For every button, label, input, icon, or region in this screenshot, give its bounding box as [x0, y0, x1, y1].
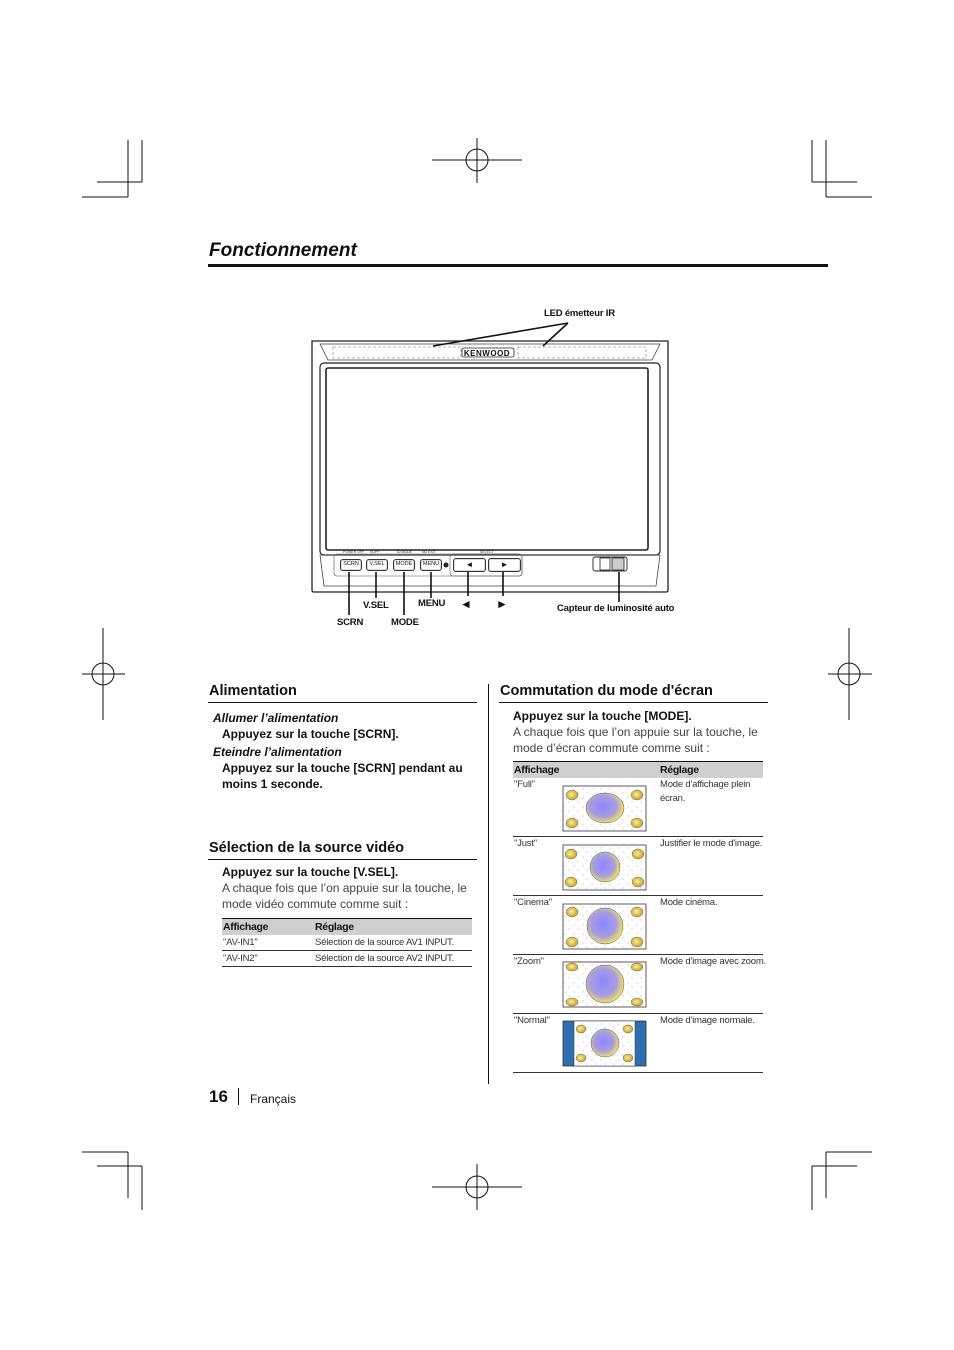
thumb-normal	[563, 1021, 646, 1066]
screen-mode-heading: Commutation du mode d'écran	[500, 683, 713, 699]
callout-left-arrow: ◄	[460, 597, 472, 611]
indicator-supp: SUPP	[370, 550, 380, 554]
thumb-just	[563, 845, 646, 890]
source-row-rule	[222, 950, 472, 951]
source-row1-setting: Sélection de la source AV1 INPUT.	[315, 937, 454, 948]
mode-full-display: "Full"	[514, 779, 535, 790]
power-on-text: Appuyez sur la touche [SCRN].	[222, 727, 399, 741]
source-heading: Sélection de la source vidéo	[209, 840, 405, 856]
power-off-text-2: moins 1 seconde.	[222, 777, 323, 791]
source-th-display: Affichage	[223, 921, 269, 933]
left-arrow-button[interactable]: ◄	[453, 558, 486, 572]
select-label: SELECT	[480, 550, 494, 554]
scrn-button[interactable]: SCRN	[340, 559, 362, 571]
page-number-separator	[238, 1088, 239, 1105]
callout-sensor: Capteur de luminosité auto	[557, 603, 675, 614]
screen-mode-th-setting: Réglage	[660, 764, 699, 776]
mode-just-setting: Justifier le mode d'image.	[660, 838, 763, 849]
callout-right-arrow: ►	[496, 597, 508, 611]
language-label: Français	[250, 1092, 297, 1106]
source-desc-2: mode vidéo commute comme suit :	[222, 897, 409, 911]
source-row1-display: "AV-IN1"	[223, 937, 258, 948]
power-off-title: Eteindre l’alimentation	[213, 745, 342, 759]
vsel-button[interactable]: V.SEL	[366, 559, 388, 571]
brand-logo: KENWOOD	[463, 349, 511, 358]
right-arrow-button[interactable]: ►	[488, 558, 521, 572]
thumb-cinema	[563, 904, 646, 949]
callout-menu: MENU	[418, 598, 446, 609]
source-desc-1: A chaque fois que l’on appuie sur la touche, le	[222, 881, 467, 895]
mode-zoom-display: "Zoom"	[514, 956, 544, 967]
thumb-zoom	[563, 962, 646, 1007]
source-th-setting: Réglage	[315, 921, 354, 933]
callout-scrn: SCRN	[337, 617, 364, 628]
mode-cinema-setting: Mode cinéma.	[660, 897, 718, 908]
mode-full-setting-2: écran.	[660, 793, 686, 804]
mode-cinema-display: "Cinema"	[514, 897, 552, 908]
screen-mode-th-display: Affichage	[514, 764, 560, 776]
screen-mode-desc-2: mode d’écran commute comme suit :	[513, 741, 710, 755]
source-rule	[208, 859, 477, 860]
source-row-rule	[222, 966, 472, 967]
mode-full-setting-1: Mode d'affichage plein	[660, 779, 751, 790]
indicator-id-mode: ID MODE	[397, 550, 412, 554]
mode-button[interactable]: MODE	[393, 559, 415, 571]
source-instruction: Appuyez sur la touche [V.SEL].	[222, 865, 399, 879]
source-row2-setting: Sélection de la source AV2 INPUT.	[315, 953, 454, 964]
callout-mode: MODE	[391, 617, 419, 628]
power-on-title: Allumer l’alimentation	[213, 711, 339, 725]
source-row2-display: "AV-IN2"	[223, 953, 258, 964]
callout-vsel: V.SEL	[363, 600, 389, 611]
column-divider	[488, 684, 489, 1084]
menu-button[interactable]: MENU	[420, 559, 442, 571]
page-number: 16	[209, 1087, 228, 1106]
page-title: Fonctionnement	[209, 240, 357, 261]
power-off-text-1: Appuyez sur la touche [SCRN] pendant au	[222, 761, 463, 775]
mode-normal-setting: Mode d'image normale.	[660, 1015, 755, 1026]
screen-mode-desc-1: A chaque fois que l’on appuie sur la touche, le	[513, 725, 758, 739]
indicator-no-exit: NO EXIT	[422, 550, 437, 554]
screen-mode-rule	[499, 702, 768, 703]
mode-zoom-setting: Mode d'image avec zoom.	[660, 956, 766, 967]
alimentation-rule	[208, 702, 477, 703]
screen-mode-thumbnails	[560, 783, 650, 1073]
mode-normal-display: "Normal"	[514, 1015, 550, 1026]
screen-mode-instruction: Appuyez sur la touche [MODE].	[513, 709, 692, 723]
mode-just-display: "Just"	[514, 838, 537, 849]
alimentation-heading: Alimentation	[209, 683, 297, 699]
thumb-full	[563, 786, 646, 831]
title-rule	[208, 264, 828, 267]
indicator-power: POWER OFF	[343, 550, 365, 554]
callout-led: LED émetteur IR	[544, 308, 615, 319]
